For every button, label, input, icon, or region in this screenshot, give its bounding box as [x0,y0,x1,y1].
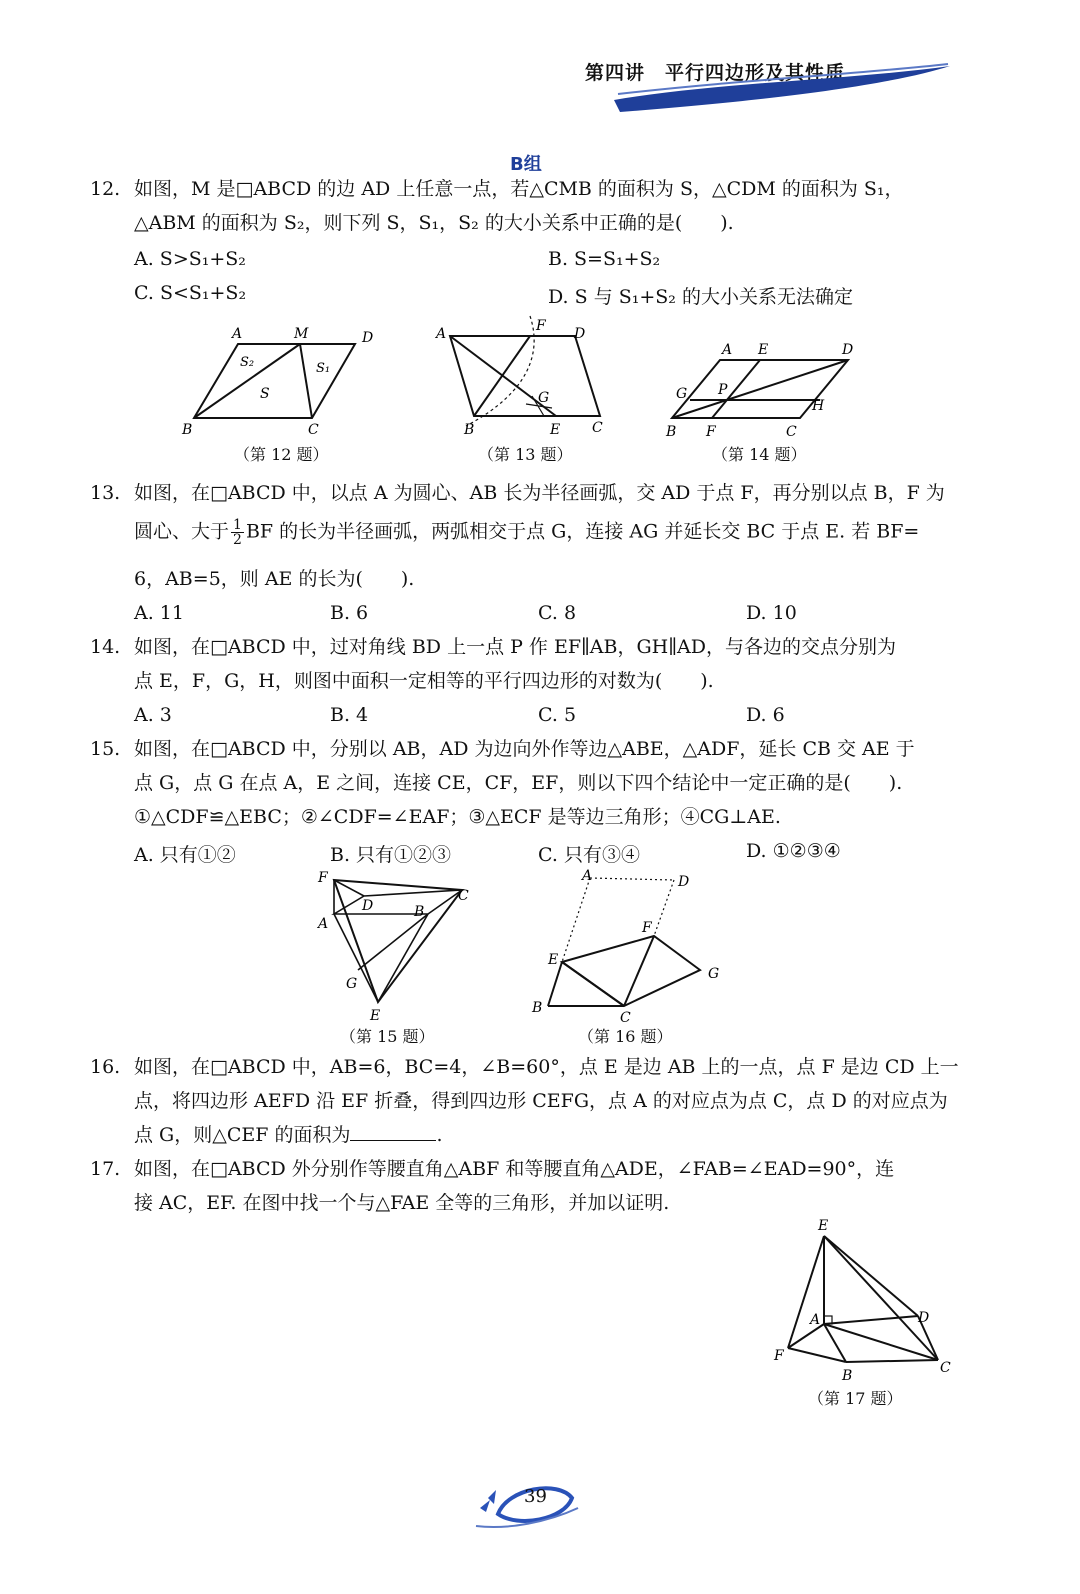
q13-line1: 13. 如图，在□ABCD 中，以点 A 为圆心、AB 长为半径画弧，交 AD 于点 F，再分别以点 B，F 为 [90,482,945,504]
fig12-label-s1: S₁ [316,361,331,376]
q13-option-c: C. 8 [538,602,577,624]
fig12-label-d: D [362,330,374,346]
figure-13-caption: （第 13 题） [478,445,573,464]
q12-option-c: C. S<S₁+S₂ [134,282,247,304]
q13-option-d: D. 10 [746,602,797,624]
q14-line2: 点 E，F，G，H，则图中面积一定相等的平行四边形的对数为( ). [134,670,714,692]
q12-line2: △ABM 的面积为 S₂，则下列 S，S₁，S₂ 的大小关系中正确的是( ). [134,212,734,234]
fig16-label-e: E [548,952,559,968]
fig12-label-c: C [308,422,319,438]
q14-option-a: A. 3 [134,704,172,726]
fig13-label-b: B [464,422,475,438]
fig14-label-h: H [812,398,825,414]
q14-option-c: C. 5 [538,704,577,726]
fig14-label-b: B [666,424,677,440]
fig12-label-m: M [294,326,309,342]
fraction-one-half: $\frac{1}{2}$ [233,517,242,548]
fig16-label-g: G [708,966,720,982]
q14-line1: 14. 如图，在□ABCD 中，过对角线 BD 上一点 P 作 EF∥AB，GH∥AD，与各边的交点分别为 [90,636,896,658]
fig13-label-e: E [550,422,561,438]
fig12-label-s: S [260,386,270,402]
fig13-label-d: D [574,326,586,342]
fig17-label-d: D [918,1310,930,1326]
figure-17-caption: （第 17 题） [808,1389,903,1408]
fig12-label-b: B [182,422,193,438]
q15-line3: ①△CDF≌△EBC；②∠CDF=∠EAF；③△ECF 是等边三角形；④CG⊥AE. [134,806,781,828]
figure-16 [530,866,730,1026]
fig12-label-a: A [232,326,243,342]
fig15-label-g: G [346,976,358,992]
fig16-label-a: A [582,868,593,884]
answer-blank[interactable] [350,1124,436,1141]
figure-15 [310,868,480,1028]
fig14-label-f: F [706,424,716,440]
fig13-label-c: C [592,420,603,436]
figure-16-caption: （第 16 题） [578,1027,673,1046]
q15-line1: 15. 如图，在□ABCD 中，分别以 AB，AD 为边向外作等边△ABE，△ADF，延长 CB 交 AE 于 [90,738,915,760]
q12-option-a: A. S>S₁+S₂ [134,248,246,270]
fig13-label-a: A [436,326,447,342]
fig17-label-b: B [842,1368,853,1384]
fig14-label-g: G [676,386,688,402]
q15-option-d: D. ①②③④ [746,840,841,862]
q15-option-a: A. 只有①② [134,844,236,866]
figure-14 [660,338,870,442]
q14-option-b: B. 4 [330,704,369,726]
fig16-label-b: B [532,1000,543,1016]
fig15-label-e: E [370,1008,381,1024]
figure-13 [430,312,620,442]
fig13-label-f: F [536,318,546,334]
fig14-label-c: C [786,424,797,440]
figure-15-caption: （第 15 题） [340,1027,435,1046]
fig15-label-b: B [414,904,425,920]
figure-17 [770,1214,960,1390]
fig16-label-c: C [620,1010,631,1026]
figure-14-caption: （第 14 题） [712,445,807,464]
q16-line1: 16. 如图，在□ABCD 中，AB=6，BC=4，∠B=60°，点 E 是边 AB 上的一点，点 F 是边 CD 上一 [90,1056,959,1078]
fig17-label-c: C [940,1360,951,1376]
q15-option-b: B. 只有①②③ [330,844,452,866]
fig14-label-p: P [718,382,728,398]
q15-option-c: C. 只有③④ [538,844,640,866]
fig14-label-a: A [722,342,733,358]
fig16-label-f: F [642,920,652,936]
q12-line1: 12. 如图，M 是□ABCD 的边 AD 上任意一点，若△CMB 的面积为 S，△CDM 的面积为 S₁， [90,178,904,200]
q17-line2: 接 AC，EF. 在图中找一个与△FAE 全等的三角形，并加以证明. [134,1192,670,1214]
q17-line1: 17. 如图，在□ABCD 外分别作等腰直角△ABF 和等腰直角△ADE，∠FAB=∠EAD=90°，连 [90,1158,895,1180]
figure-12 [180,322,390,442]
q12-option-d: D. S 与 S₁+S₂ 的大小关系无法确定 [548,286,853,308]
fig14-label-e: E [758,342,769,358]
fig14-label-d: D [842,342,854,358]
fig15-label-d: D [362,898,374,914]
q13-option-b: B. 6 [330,602,369,624]
fig15-label-c: C [458,888,469,904]
q15-line2: 点 G，点 G 在点 A，E 之间，连接 CE，CF，EF，则以下四个结论中一定正确的是( ). [134,772,903,794]
fig17-label-a: A [810,1312,821,1328]
q13-line3: 6，AB=5，则 AE 的长为( ). [134,568,415,590]
q13-line2: 圆心、大于 $\frac{1}{2}$ BF 的长为半径画弧，两弧相交于点 G，连接 AG 并延长交 BC 于点 E. 若 BF= [134,517,920,548]
fig17-label-f: F [774,1348,784,1364]
page-number: 39 [524,1486,547,1507]
header-swoosh [600,60,960,120]
figure-12-caption: （第 12 题） [234,445,329,464]
q16-line3: 点 G，则△CEF 的面积为 . [134,1124,443,1146]
fig15-label-a: A [318,916,329,932]
q14-option-d: D. 6 [746,704,785,726]
q13-option-a: A. 11 [134,602,184,624]
fig12-label-s2: S₂ [240,355,255,370]
group-label: B组 [510,154,542,175]
q16-line2: 点，将四边形 AEFD 沿 EF 折叠，得到四边形 CEFG，点 A 的对应点为点 C，点 D 的对应点为 [134,1090,948,1112]
fig15-label-f: F [318,870,328,886]
fig13-label-g: G [538,390,550,406]
q12-option-b: B. S=S₁+S₂ [548,248,661,270]
fig17-label-e: E [818,1218,829,1234]
fig16-label-d: D [678,874,690,890]
chapter-title: 第四讲 平行四边形及其性质 [585,62,846,84]
